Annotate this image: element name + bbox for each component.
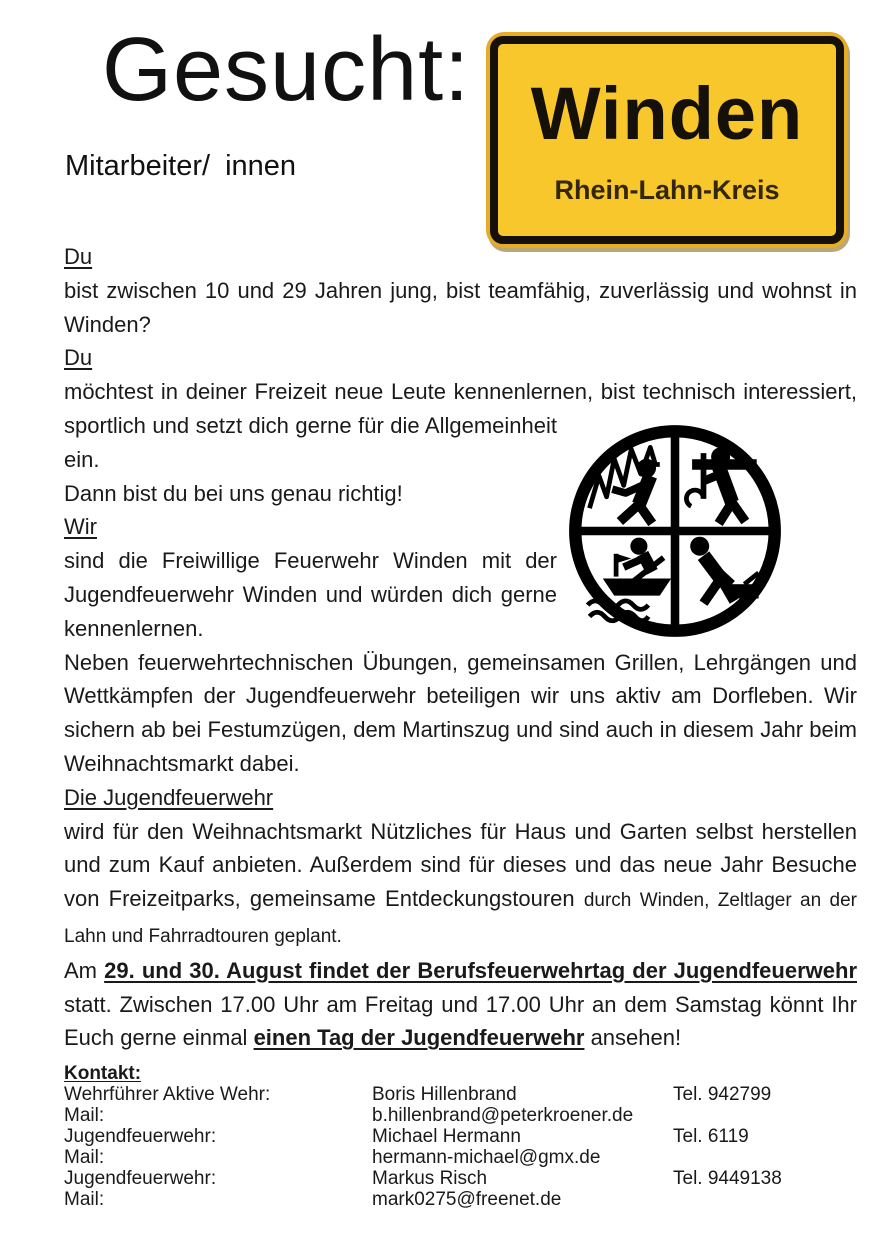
page-title: Gesucht: [102,20,471,120]
contact-label: Jugendfeuerwehr: [64,1126,217,1148]
wir-label: Wir [64,514,97,540]
contact-label: Mail: [64,1105,105,1127]
town-sign-district: Rhein-Lahn-Kreis [554,174,780,205]
paragraph-feuerwehr: sind die Freiwillige Feuerwehr Winden mit der Jugendfeuerwehr Winden und würden dich gerne kennenlernen. [64,548,557,641]
contact-email: hermann-michael@gmx.de [372,1147,601,1169]
contact-label: Mail: [64,1189,105,1211]
town-sign-name: Winden [530,71,804,155]
paragraph-du-1 [64,240,857,274]
contact-tel: Tel. 6119 [673,1126,749,1148]
du-label: Du [64,345,93,371]
paragraph-jugend-heading [64,781,857,815]
event-middle: statt. Zwischen 17.00 Uhr am Freitag und 17.00 Uhr an dem Samstag könnt Ihr Euch gerne einmal [64,991,857,1051]
contact-email: mark0275@freenet.de [372,1189,562,1211]
paragraph-freizeit-a: möchtest in deiner Freizeit neue Leute kennenlernen, bist technisch interessiert, [64,379,857,405]
jugendfeuerwehr-label: Die Jugendfeuerwehr [64,784,274,810]
jugendfeuerwehr-emblem-icon [561,417,789,645]
contact-name: Michael Hermann [372,1126,521,1148]
contact-email: b.hillenbrand@peterkroener.de [372,1105,634,1127]
contact-tel [673,1189,857,1210]
contact-table [64,1084,857,1210]
firefighter-pump-icon [690,537,758,604]
paragraph-richtig: Dann bist du bei uns genau richtig! [64,480,403,506]
event-tag-bold: einen Tag der Jugendfeuerwehr [253,1025,585,1051]
town-sign [486,32,848,248]
contact-label: Jugendfeuerwehr: [64,1168,217,1190]
contact-name: Boris Hillenbrand [372,1084,517,1106]
paragraph-du-2 [64,341,857,375]
event-date-bold: 29. und 30. August findet der Berufsfeuerwehrtag der Jugendfeuerwehr [104,957,857,983]
page-subtitle: Mitarbeiter/ innen [65,150,297,182]
contact-tel: Tel. 9449138 [673,1168,782,1190]
markt-text-small: durch Winden, Zeltlager an der Lahn und Fahrradtouren geplant. [64,890,857,947]
paragraph-intro: bist zwischen 10 und 29 Jahren jung, bist teamfähig, zuverlässig und wohnst in Winden? [64,277,857,337]
event-suffix: ansehen! [584,1025,682,1051]
firefighter-boat-icon [588,538,672,621]
contact-tel: Tel. 942799 [673,1084,772,1106]
paragraph-weihnachtsmarkt [64,815,857,954]
markt-text: wird für den Weihnachtsmarkt Nützliches für Haus und Garten selbst herstellen und zum Kauf anbieten. Außerdem sind für dieses und das neue Jahr Besuche von Freizeitparks, gemeinsame Entdeckungstouren [64,818,857,912]
contact-heading: Kontakt: [64,1063,142,1085]
contact-label: Mail: [64,1147,105,1169]
contact-section [64,1063,857,1210]
body-text [64,240,857,1210]
paragraph-freizeit-b: sportlich und setzt dich gerne für die Allgemeinheit ein. [64,412,557,472]
paragraph-neben: Neben feuerwehrtechnischen Übungen, gemeinsamen Grillen, Lehrgängen und Wettkämpfen der Jugendfeuerwehr beteiligen wir uns aktiv am Dorfleben. Wir sichern ab bei Festumzügen, dem Martinszug und sind auch in diesem Jahr beim Weihnachtsmarkt dabei. [64,649,857,776]
town-sign-face [490,36,844,244]
du-label: Du [64,244,93,269]
jugendfeuerwehr-emblem [557,409,857,645]
contact-name: Markus Risch [372,1168,488,1190]
contact-tel [673,1105,857,1126]
contact-label: Wehrführer Aktive Wehr: [64,1084,271,1106]
contact-tel [673,1147,857,1168]
event-prefix: Am [64,957,105,983]
paragraph-event [64,954,857,1055]
